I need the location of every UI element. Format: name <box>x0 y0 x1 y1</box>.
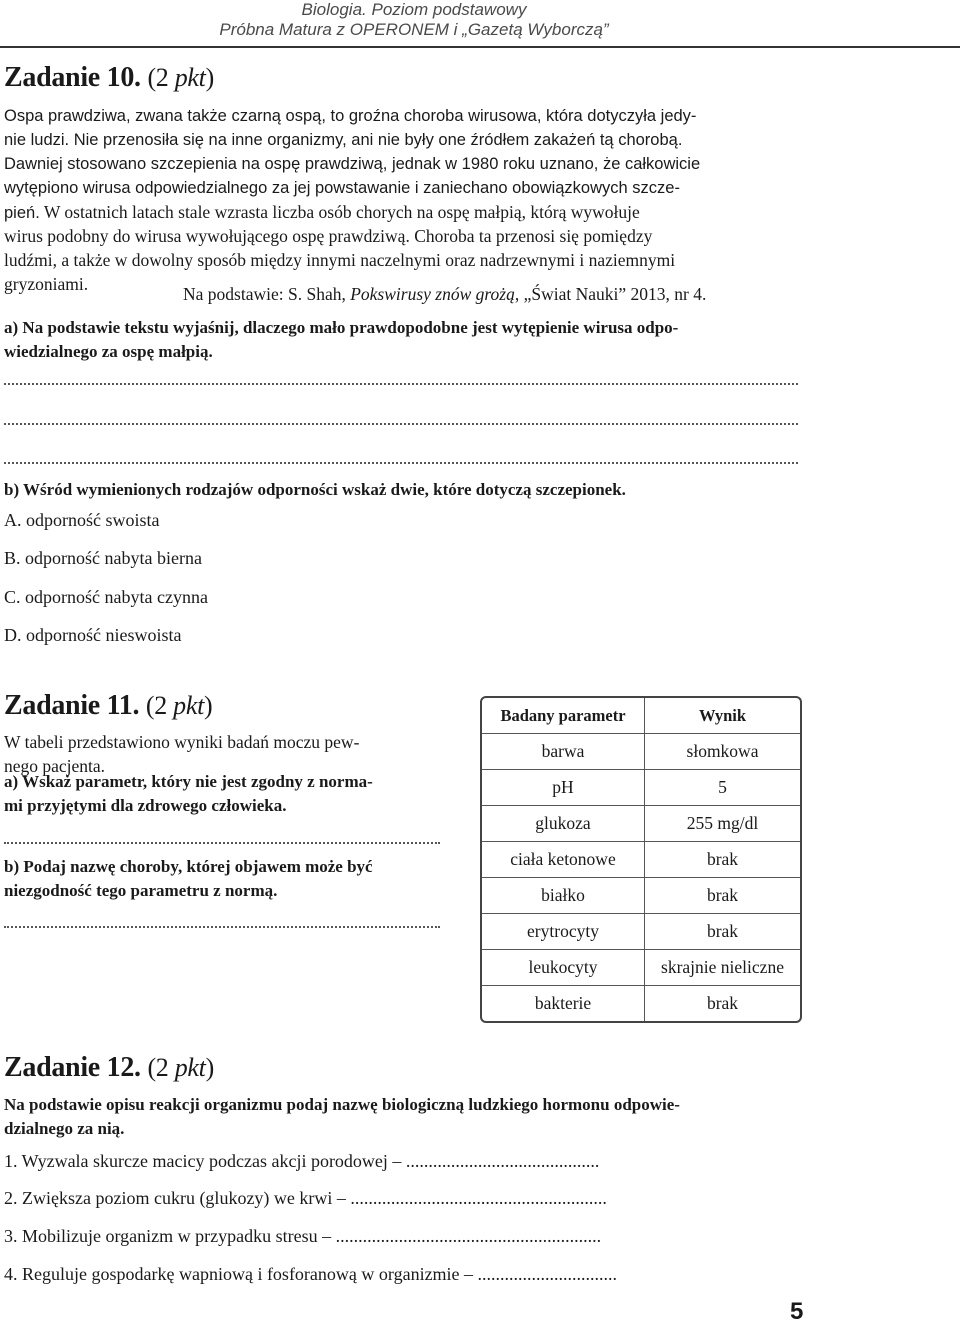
table-cell: brak <box>706 993 739 1013</box>
table-cell: barwa <box>482 734 645 770</box>
task11-question-b: b) Podaj nazwę choroby, której objawem może być niezgodność tego parametru z normą. <box>4 857 373 900</box>
table-cell: glukoza <box>482 806 645 842</box>
task11-points: (2 pkt) <box>145 691 213 720</box>
table-cell: bakterie <box>482 986 645 1021</box>
task10-question-b: b) Wśród wymienionych rodzajów odporności wskaż dwie, które dotyczą szczepionek. <box>4 480 626 499</box>
table-row <box>482 806 800 842</box>
table-cell: ciała ketonowe <box>482 842 645 878</box>
task12-question: Na podstawie opisu reakcji organizmu podaj nazwę biologiczną ludzkiego hormonu odpowie- dzialnego za nią. <box>4 1095 680 1138</box>
task10-points: (2 pkt) <box>147 63 214 92</box>
option-c[interactable]: C. odporność nabyta czynna <box>4 587 208 607</box>
task10-text-line: wirus podobny do wirusa wywołującego ospę prawdziwą. Choroba ta przenosi się pomiędzy <box>4 226 653 246</box>
page-header <box>0 0 960 48</box>
table-cell: pH <box>482 770 645 806</box>
table-cell: leukocyty <box>482 950 645 986</box>
hormone-item[interactable]: 1. Wyzwala skurcze macicy podczas akcji porodowej – ........................................... <box>4 1151 600 1171</box>
table-cell: brak <box>645 878 800 914</box>
task10-text-line: gryzoniami. <box>4 274 89 294</box>
table-cell: erytrocyty <box>482 914 645 950</box>
table-cell: brak <box>645 842 800 878</box>
task10-text-line: wytępiono wirusa odpowiedzialnego za jej powstawanie i zaniechano obowiązkowych szcze- <box>4 179 680 197</box>
task11-question-a: a) Wskaż parametr, który nie jest zgodny z norma- mi przyjętymi dla zdrowego człowieka. <box>4 772 373 815</box>
table-row <box>482 842 800 878</box>
table-cell: brak <box>645 914 800 950</box>
answer-line[interactable] <box>4 423 798 425</box>
answer-line[interactable] <box>4 842 440 844</box>
task12-title: Zadanie 12. (2 pkt) <box>4 1052 214 1083</box>
task10-text-line: nie ludzi. Nie przenosiła się na inne organizmy, ani nie były one źródłem zakażeń tą chorobą. <box>4 131 683 149</box>
table-cell: skrajnie nieliczne <box>645 950 800 986</box>
option-b[interactable]: B. odporność nabyta bierna <box>4 548 202 568</box>
task10-text-line: Ospa prawdziwa, zwana także czarną ospą, to groźna choroba wirusowa, która dotyczyła jedy- <box>4 107 697 125</box>
table-cell: białko <box>482 878 645 914</box>
task10-question-a: a) Na podstawie tekstu wyjaśnij, dlaczego mało prawdopodobne jest wytępienie wirusa odpo- wiedzialnego za ospę małpią. <box>4 318 679 361</box>
table-header-row <box>482 698 800 734</box>
table-row <box>482 770 800 806</box>
task10-text-line: pień. W ostatnich latach stale wzrasta liczba osób chorych na ospę małpią, którą wywołuje <box>4 202 640 222</box>
table-row <box>482 950 800 986</box>
table-row <box>482 986 800 1021</box>
table-cell: 255 mg/dl <box>645 806 800 842</box>
table-row <box>482 914 800 950</box>
task11-intro: W tabeli przedstawiono wyniki badań moczu pew- nego pacjenta. <box>4 732 360 776</box>
header-subject: Biologia. Poziom podstawowy <box>301 0 527 19</box>
column-header: Badany parametr <box>482 698 645 734</box>
answer-line[interactable] <box>4 926 440 928</box>
hormone-item[interactable]: 3. Mobilizuje organizm w przypadku stresu – ........................................................... <box>4 1226 602 1246</box>
column-header: Wynik <box>645 698 800 734</box>
header-exam-name: Próbna Matura z OPERONEM i „Gazetą Wyborczą” <box>219 20 609 39</box>
option-d[interactable]: D. odporność nieswoista <box>4 625 182 645</box>
answer-line[interactable] <box>4 462 798 464</box>
task10-title: Zadanie 10. (2 pkt) <box>4 62 214 93</box>
table-row <box>482 878 800 914</box>
option-a[interactable]: A. odporność swoista <box>4 510 160 530</box>
urine-results-table <box>480 696 802 1023</box>
table-row <box>482 734 800 770</box>
table-cell: 5 <box>645 770 800 806</box>
hormone-item[interactable]: 2. Zwiększa poziom cukru (glukozy) we krwi – ......................................................... <box>4 1188 607 1208</box>
task10-text-line: ludźmi, a także w dowolny sposób między innymi naczelnymi oraz nadrzewnymi i naziemnymi <box>4 250 676 270</box>
answer-line[interactable] <box>4 383 798 385</box>
task10-text-line: Dawniej stosowano szczepienia na ospę prawdziwą, jednak w 1980 roku uznano, że całkowicie <box>4 155 701 173</box>
task11-title: Zadanie 11. (2 pkt) <box>4 690 213 721</box>
page-number: 5 <box>790 1298 804 1325</box>
table-cell: słomkowa <box>645 734 800 770</box>
task12-points: (2 pkt) <box>147 1053 214 1082</box>
task10-source: Na podstawie: S. Shah, Pokswirusy znów grożą, „Świat Nauki” 2013, nr 4. <box>183 284 707 304</box>
hormone-item[interactable]: 4. Reguluje gospodarkę wapniową i fosforanową w organizmie – ............................... <box>4 1264 618 1284</box>
